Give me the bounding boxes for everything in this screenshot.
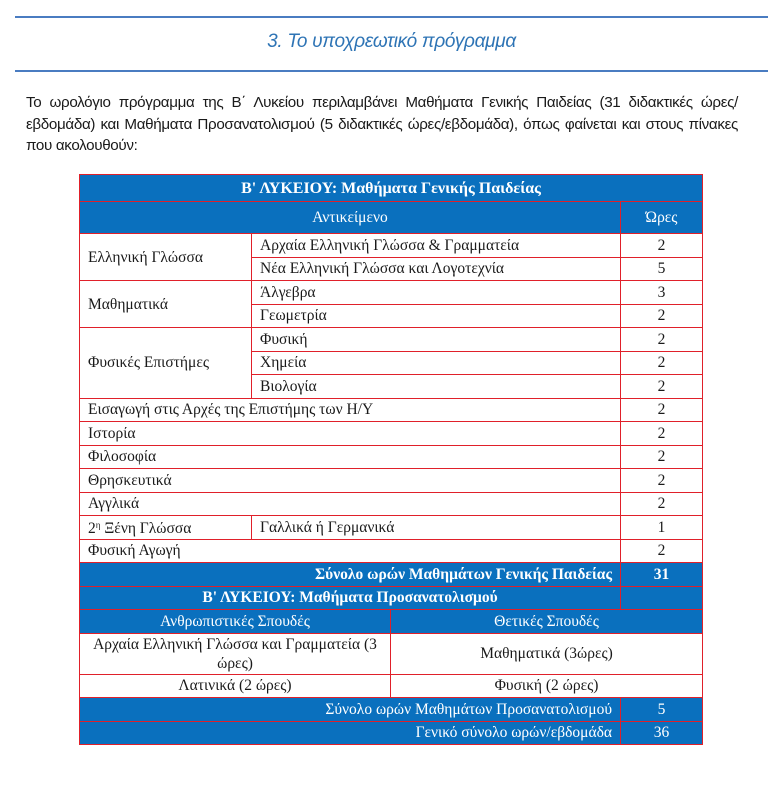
grand-total-row (80, 721, 703, 745)
table-row (80, 234, 703, 258)
table-row (80, 633, 703, 674)
subject-name: Αγγλικά (80, 492, 621, 516)
table-row (80, 328, 703, 352)
sciences-subject: Φυσική (2 ώρες) (391, 674, 703, 698)
subject-hours: 2 (621, 469, 703, 493)
subject-name: Φιλοσοφία (80, 445, 621, 469)
subject-hours: 5 (621, 257, 703, 281)
table-row (80, 516, 703, 540)
humanities-header: Ανθρωπιστικές Σπουδές (80, 610, 391, 634)
subject-hours: 2 (621, 445, 703, 469)
orientation-total-hours: 5 (621, 698, 703, 722)
curriculum-table (79, 174, 703, 745)
section-heading: 3. Το υποχρεωτικό πρόγραμμα (267, 31, 516, 52)
subject-hours: 1 (621, 516, 703, 540)
bottom-rule (15, 70, 768, 72)
subject-column-header: Αντικείμενο (80, 202, 621, 234)
foreign-language-detail: Γαλλικά ή Γερμανικά (252, 516, 621, 540)
table-row (80, 422, 703, 446)
group-name: Ελληνική Γλώσσα (80, 234, 252, 281)
orientation-total-label: Σύνολο ωρών Μαθημάτων Προσανατολισμού (80, 698, 621, 722)
sciences-header: Θετικές Σπουδές (391, 610, 703, 634)
subject-hours: 2 (621, 398, 703, 422)
humanities-subject: Λατινικά (2 ώρες) (80, 674, 391, 698)
intro-paragraph: Το ωρολόγιο πρόγραμμα της Β΄ Λυκείου περιλαμβάνει Μαθήματα Γενικής Παιδείας (31 διδακτικές ώρες/εβδομάδα) και Μαθήματα Προσανατολισμού (5 διδακτικές ώρες/εβδομάδα), όπως φαίνεται και στους πίνακες που ακολουθούν: (26, 94, 738, 154)
group-name: Μαθηματικά (80, 281, 252, 328)
subject-name: Βιολογία (252, 375, 621, 399)
table-row (80, 281, 703, 305)
grand-total-hours: 36 (621, 721, 703, 745)
orientation-title-row (80, 586, 703, 610)
subject-name: Ιστορία (80, 422, 621, 446)
subject-name: Νέα Ελληνική Γλώσσα και Λογοτεχνία (252, 257, 621, 281)
subject-name: Θρησκευτικά (80, 469, 621, 493)
orientation-title-empty (621, 586, 703, 610)
humanities-subject: Αρχαία Ελληνική Γλώσσα και Γραμματεία (3 ώρες) (80, 633, 391, 674)
group-name: Φυσικές Επιστήμες (80, 328, 252, 399)
hours-column-header: Ώρες (621, 202, 703, 234)
top-rule (15, 16, 768, 18)
subject-name: Αρχαία Ελληνική Γλώσσα & Γραμματεία (252, 234, 621, 258)
grand-total-label: Γενικό σύνολο ωρών/εβδομάδα (80, 721, 621, 745)
general-total-row (80, 563, 703, 587)
subject-name: Γεωμετρία (252, 304, 621, 328)
subject-name: Άλγεβρα (252, 281, 621, 305)
subject-name: Φυσική (252, 328, 621, 352)
subject-hours: 2 (621, 422, 703, 446)
subject-hours: 2 (621, 304, 703, 328)
table-row (80, 674, 703, 698)
table-row (80, 398, 703, 422)
sciences-subject: Μαθηματικά (3ώρες) (391, 633, 703, 674)
orientation-header-row (80, 610, 703, 634)
subject-name: Φυσική Αγωγή (80, 539, 621, 563)
table-row (80, 539, 703, 563)
orientation-title: Β' ΛΥΚΕΙΟΥ: Μαθήματα Προσανατολισμού (80, 586, 621, 610)
general-total-hours: 31 (621, 563, 703, 587)
subject-hours: 2 (621, 492, 703, 516)
general-total-label: Σύνολο ωρών Μαθημάτων Γενικής Παιδείας (80, 563, 621, 587)
subject-hours: 2 (621, 234, 703, 258)
subject-name: Χημεία (252, 351, 621, 375)
subject-hours: 2 (621, 539, 703, 563)
table-row (80, 469, 703, 493)
subject-hours: 2 (621, 351, 703, 375)
subject-name: Εισαγωγή στις Αρχές της Επιστήμης των Η/Υ (80, 398, 621, 422)
general-title-row (80, 175, 703, 202)
table-row (80, 492, 703, 516)
table-row (80, 445, 703, 469)
subject-hours: 2 (621, 328, 703, 352)
subject-hours: 2 (621, 375, 703, 399)
general-header-row (80, 202, 703, 234)
subject-hours: 3 (621, 281, 703, 305)
foreign-language-name: $2^\eta$ Ξένη Γλώσσα (80, 516, 252, 540)
general-title: Β' ΛΥΚΕΙΟΥ: Μαθήματα Γενικής Παιδείας (80, 175, 703, 202)
orientation-total-row (80, 698, 703, 722)
